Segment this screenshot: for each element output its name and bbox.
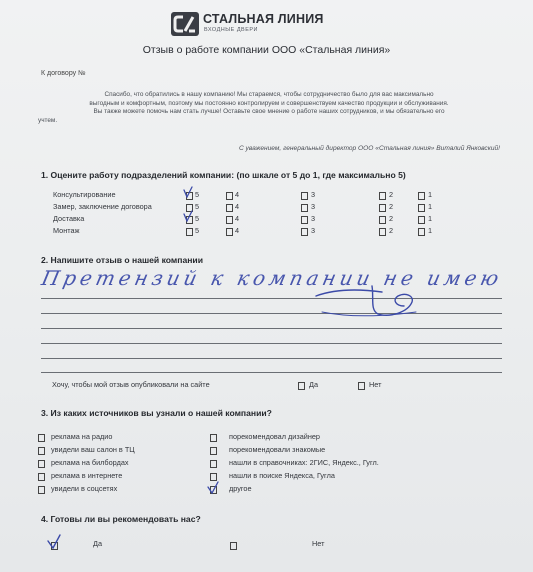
handwritten-checkmark — [181, 186, 195, 200]
rating-label: 5 — [195, 214, 200, 223]
rating-label: 2 — [389, 202, 394, 211]
rating-label: 1 — [428, 214, 433, 223]
intro-line: Спасибо, что обратились в нашу компанию! Мы стараемся, чтобы сотрудничество было для вас максимально — [104, 91, 434, 98]
review-line — [41, 372, 502, 373]
rating-label: 2 — [389, 214, 394, 223]
rating-label: 4 — [235, 202, 240, 211]
recommend-yes-label: Да — [93, 539, 102, 548]
rating-checkbox[interactable] — [301, 192, 308, 200]
review-line — [41, 313, 502, 314]
rating-checkbox[interactable] — [226, 228, 233, 236]
publish-no-checkbox[interactable] — [358, 382, 365, 390]
source-label: реклама в интернете — [51, 471, 123, 480]
source-label: увидели в соцсетях — [51, 484, 118, 493]
rating-checkbox[interactable] — [301, 216, 308, 224]
source-label: реклама на билбордах — [51, 458, 129, 467]
rating-label: 5 — [195, 202, 200, 211]
rating-label: 4 — [235, 190, 240, 199]
rating-checkbox[interactable] — [379, 228, 386, 236]
rating-checkbox[interactable] — [418, 204, 425, 212]
rating-label: 5 — [195, 226, 200, 235]
review-line — [41, 358, 502, 359]
company-logo-icon — [171, 12, 199, 36]
source-label: увидели ваш салон в ТЦ — [51, 445, 135, 454]
source-label: порекомендовал дизайнер — [229, 432, 320, 441]
rating-label: 3 — [311, 202, 316, 211]
intro-line: учтем. — [38, 116, 58, 124]
source-checkbox[interactable] — [210, 434, 217, 442]
rating-checkbox[interactable] — [418, 216, 425, 224]
contract-number: К договору № — [41, 70, 86, 77]
rating-label: 4 — [235, 226, 240, 235]
source-label: реклама на радио — [51, 432, 113, 441]
rating-checkbox[interactable] — [186, 228, 193, 236]
handwritten-checkmark — [181, 209, 195, 223]
handwritten-checkmark — [205, 480, 221, 496]
director-signature: С уважением, генеральный директор ООО «Стальная линия» Виталий Янковский! — [238, 145, 500, 152]
rating-checkbox[interactable] — [226, 204, 233, 212]
source-checkbox[interactable] — [38, 447, 45, 455]
q3-title: 3. Из каких источников вы узнали о нашей компании? — [41, 408, 272, 418]
review-line — [41, 328, 502, 329]
q1-row-label: Доставка — [53, 214, 85, 223]
handwritten-checkmark — [45, 533, 63, 551]
q2-title: 2. Напишите отзыв о нашей компании — [41, 255, 203, 265]
rating-label: 3 — [311, 214, 316, 223]
rating-checkbox[interactable] — [418, 192, 425, 200]
rating-checkbox[interactable] — [418, 228, 425, 236]
source-checkbox[interactable] — [210, 447, 217, 455]
rating-checkbox[interactable] — [379, 204, 386, 212]
publish-yes-checkbox[interactable] — [298, 382, 305, 390]
rating-label: 1 — [428, 202, 433, 211]
source-label: другое — [229, 484, 252, 493]
company-name: СТАЛЬНАЯ ЛИНИЯ — [203, 12, 324, 26]
q4-title: 4. Готовы ли вы рекомендовать нас? — [41, 514, 201, 524]
recommend-no-checkbox[interactable] — [230, 542, 237, 550]
source-label: порекомендовали знакомые — [229, 445, 326, 454]
rating-label: 2 — [389, 226, 394, 235]
q1-row-label: Консультирование — [53, 190, 116, 199]
q1-row-label: Замер, заключение договора — [53, 202, 152, 211]
intro-line: выгодным и комфортным, поэтому мы постоянно контролируем и совершенствуем качество продукции и обслуживания. — [89, 99, 449, 107]
rating-label: 1 — [428, 226, 433, 235]
source-checkbox[interactable] — [38, 434, 45, 442]
publish-question: Хочу, чтобы мой отзыв опубликовали на сайте — [52, 380, 210, 389]
review-line — [41, 343, 502, 344]
handwritten-review: Претензий к компании не имею — [39, 266, 505, 290]
rating-checkbox[interactable] — [226, 216, 233, 224]
rating-checkbox[interactable] — [226, 192, 233, 200]
rating-label: 5 — [195, 190, 200, 199]
source-checkbox[interactable] — [38, 486, 45, 494]
rating-label: 1 — [428, 190, 433, 199]
rating-label: 2 — [389, 190, 394, 199]
rating-label: 4 — [235, 214, 240, 223]
q1-row-label: Монтаж — [53, 226, 80, 235]
q1-title: 1. Оцените работу подразделений компании: (по шкале от 5 до 1, где максимально 5) — [41, 170, 406, 180]
rating-label: 3 — [311, 226, 316, 235]
source-checkbox[interactable] — [38, 460, 45, 468]
rating-checkbox[interactable] — [301, 204, 308, 212]
intro-line: Вы также можете помочь нам стать лучше! Оставьте свое мнение о работе наших сотрудников, и мы обязательно его — [93, 108, 445, 116]
rating-label: 3 — [311, 190, 316, 199]
source-label: нашли в поиске Яндекса, Гугла — [229, 471, 335, 480]
publish-no-label: Нет — [369, 380, 382, 389]
publish-yes-label: Да — [309, 380, 318, 389]
rating-checkbox[interactable] — [379, 216, 386, 224]
handwritten-signature — [312, 282, 422, 322]
source-checkbox[interactable] — [38, 473, 45, 481]
page-title: Отзыв о работе компании ООО «Стальная линия» — [142, 44, 391, 56]
company-tagline: ВХОДНЫЕ ДВЕРИ — [204, 27, 259, 33]
source-label: нашли в справочниках: 2ГИС, Яндекс., Гугл. — [229, 458, 379, 467]
intro-text — [38, 91, 500, 125]
rating-checkbox[interactable] — [379, 192, 386, 200]
rating-checkbox[interactable] — [301, 228, 308, 236]
review-line — [41, 298, 502, 299]
recommend-no-label: Нет — [312, 539, 325, 548]
source-checkbox[interactable] — [210, 460, 217, 468]
